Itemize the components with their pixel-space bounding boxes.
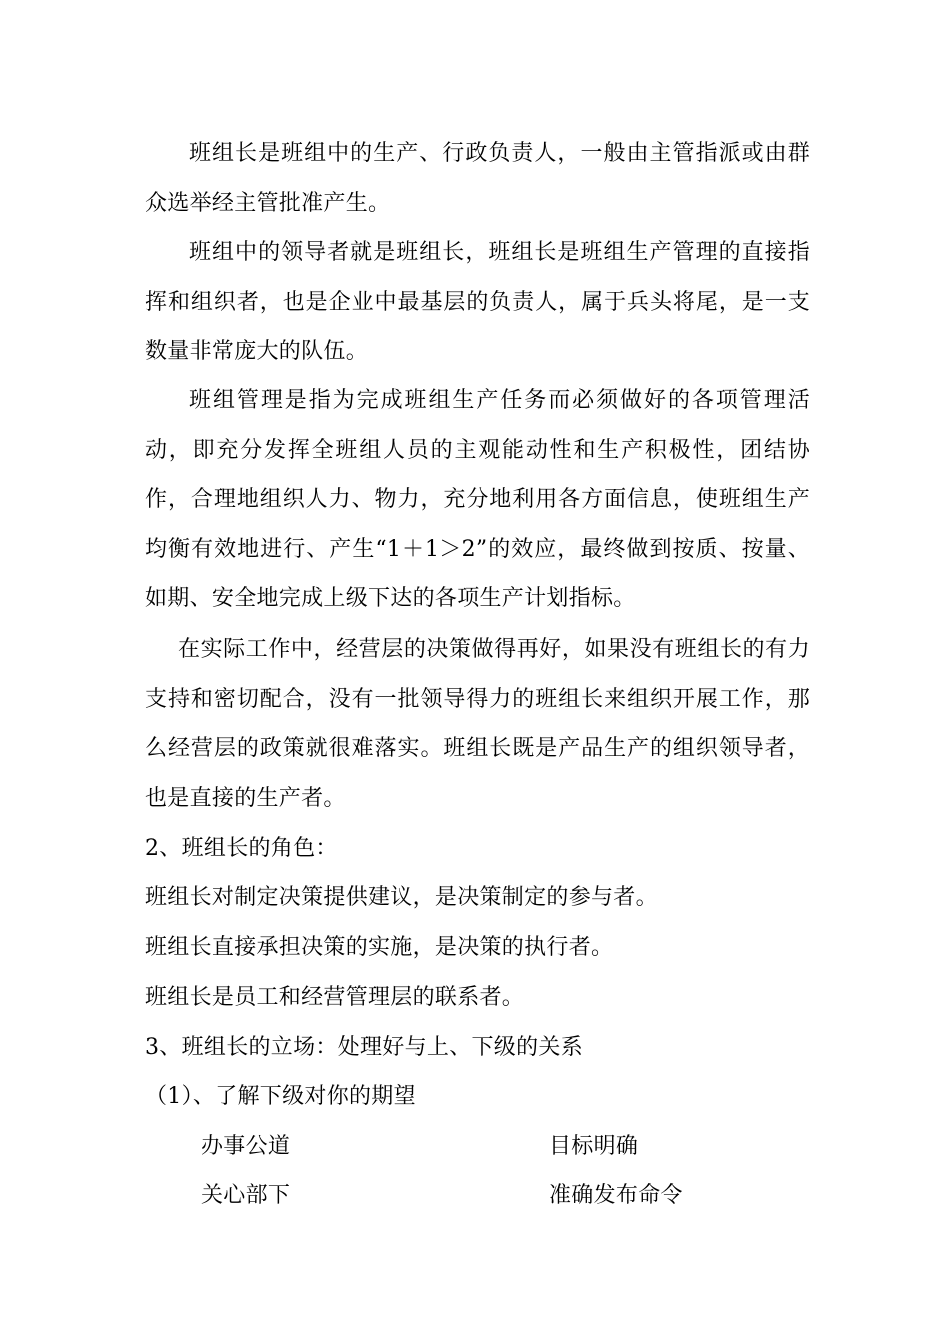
- expectation-item: 目标明确: [549, 1134, 639, 1159]
- section-heading-stance: 3、班组长的立场：处理好与上、下级的关系: [145, 1035, 583, 1060]
- paragraph-practical-work: 在实际工作中，经营层的决策做得再好，如果没有班组长的有力支持和密切配合，没有一批领导得力的班组长来组织开展工作，那么经营层的政策就很难落实。班组长既是产品生产的组织领导者，也是直接的生产者。: [145, 637, 810, 811]
- role-item-liaison: 班组长是员工和经营管理层的联系者。: [145, 985, 525, 1010]
- sub-heading-expectations: （1）、了解下级对你的期望: [145, 1084, 416, 1109]
- role-item-executor: 班组长直接承担决策的实施，是决策的执行者。: [145, 935, 614, 960]
- expectation-item: 关心部下: [201, 1183, 291, 1208]
- section-heading-role: 2、班组长的角色：: [145, 836, 338, 861]
- paragraph-team-leader-role: 班组中的领导者就是班组长，班组长是班组生产管理的直接指挥和组织者，也是企业中最基层的负责人，属于兵头将尾，是一支数量非常庞大的队伍。: [145, 240, 810, 364]
- role-item-participant: 班组长对制定决策提供建议，是决策制定的参与者。: [145, 885, 658, 910]
- expectation-item: 准确发布命令: [549, 1183, 683, 1208]
- paragraph-team-management: 班组管理是指为完成班组生产任务而必须做好的各项管理活动，即充分发挥全班组人员的主观能动性和生产积极性，团结协作，合理地组织人力、物力，充分地利用各方面信息，使班组生产均衡有效地进行、产生“1＋1＞2”的效应，最终做到按质、按量、如期、安全地完成上级下达的各项生产计划指标。: [145, 388, 810, 611]
- paragraph-team-leader-definition: 班组长是班组中的生产、行政负责人，一般由主管指派或由群众选举经主管批准产生。: [145, 141, 810, 216]
- expectation-item: 办事公道: [201, 1134, 291, 1159]
